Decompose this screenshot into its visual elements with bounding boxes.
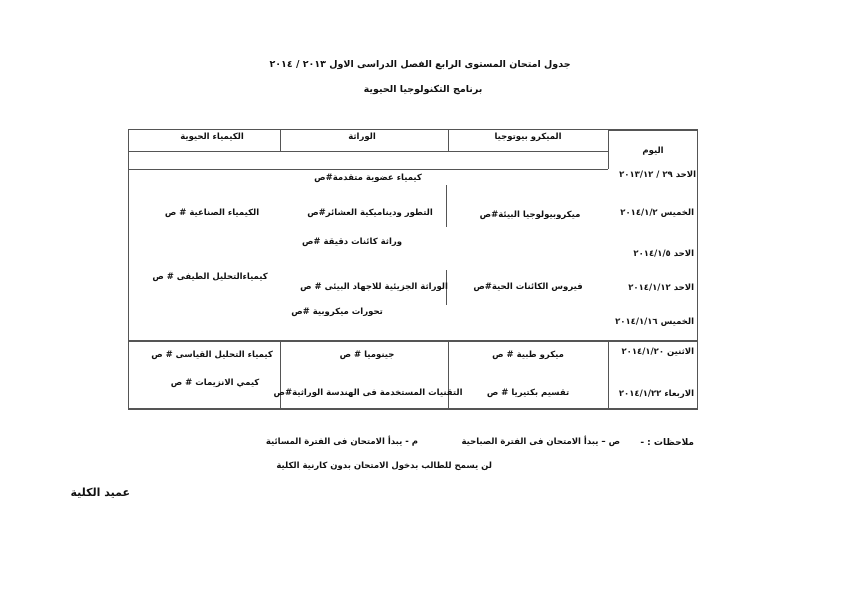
genetics-exam: التطور وديناميكية العشائر#ص [307, 208, 433, 218]
dean-signature: عميد الكلية [70, 486, 130, 499]
header-biochem: الكيمياء الحيوية [180, 132, 244, 142]
schedule-title: جدول امتحان المستوى الرابع الفصل الدراسى الاول ٢٠١٣ / ٢٠١٤ [269, 59, 571, 70]
notes-label: ملاحظات : - [640, 438, 694, 448]
cell-divider-lower-1 [280, 342, 281, 409]
header-microbiotech: الميكرو بيوتوجيا [494, 132, 562, 142]
genetics-exam: الوراثة الجزيئية للاجهاد البيئى # ص [300, 282, 448, 292]
note-id-card: لن يسمح للطالب بدخول الامتحان بدون كارنية الكلية [276, 461, 492, 471]
table-top-line [128, 129, 608, 130]
note-evening: م - يبدأ الامتحان فى الفترة المسائية [265, 437, 418, 447]
table-bottom-line [128, 408, 698, 410]
header-divider-1 [280, 129, 281, 152]
program-name: برنامج التكنولوجيا الحيوية [363, 84, 483, 95]
header-bottom-line [128, 151, 608, 152]
day-col-divider-top [608, 129, 609, 169]
micro-exam: تقسيم بكتيريا # ص [486, 388, 570, 398]
day-cell: الخميس ٢٠١٤/١/١٦ [615, 317, 694, 327]
cell-divider-upper [446, 185, 447, 227]
biochem-exam: كيمي الانزيمات # ص [170, 378, 260, 388]
genetics-exam: جينوميا # ص [339, 350, 395, 360]
biochem-exam: كيمياء التحليل القياسى # ص [151, 350, 273, 360]
micro-exam: فيروس الكائنات الحية#ص [473, 282, 583, 292]
header-day: اليوم [642, 146, 664, 156]
day-cell: الاثنين ٢٠١٤/١/٢٠ [621, 347, 694, 357]
header-divider-2 [448, 129, 449, 152]
day-col-top-line [609, 129, 698, 131]
biochem-exam: كيمياءالتحليل الطيفى # ص [152, 272, 268, 282]
cell-divider-lower-2 [448, 342, 449, 409]
section-divider-line [128, 340, 698, 342]
micro-exam: ميكروبيولوجيا البيئة#ص [479, 210, 581, 220]
day-col-divider-bottom [608, 340, 609, 409]
span-exam: كيمياء عضوية متقدمة#ص [314, 173, 422, 183]
genetics-exam: التقنيات المستخدمة فى الهندسة الوراثية#ص [273, 388, 463, 398]
note-morning: ص – يبدأ الامتحان فى الفترة الصباحية [461, 437, 620, 447]
day-cell: الخميس ٢٠١٤/١/٢ [620, 208, 694, 218]
table-left-border [128, 129, 129, 409]
biochem-exam: الكيمياء الصناعية # ص [164, 208, 260, 218]
span-exam: وراثة كائنات دقيقة #ص [301, 237, 403, 247]
day-cell: الاحد ٢٩ / ٢٠١٣/١٢ [619, 170, 696, 180]
table-right-border [697, 129, 698, 409]
day-cell: الاحد ٢٠١٤/١/١٢ [628, 283, 694, 293]
day-cell: الاربعاء ٢٠١٤/١/٢٢ [618, 389, 694, 399]
micro-exam: ميكرو طبية # ص [492, 350, 564, 360]
span-exam: تحورات ميكروبية #ص [291, 307, 383, 317]
subheader-line [128, 169, 608, 170]
header-genetics: الوراثة [348, 132, 376, 142]
day-cell: الاحد ٢٠١٤/١/٥ [633, 249, 694, 259]
